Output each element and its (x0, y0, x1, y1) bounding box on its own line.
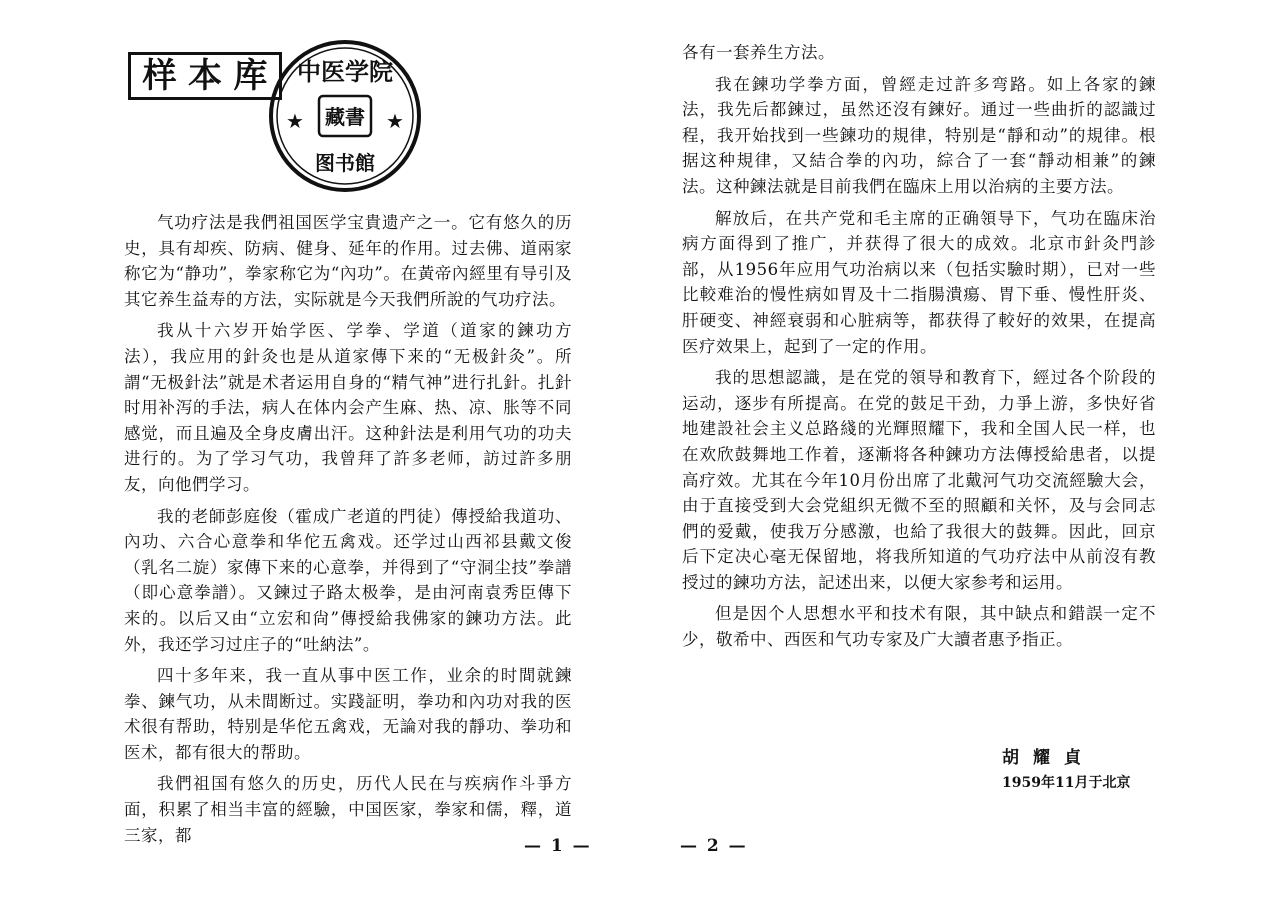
preface-text-left (124, 210, 572, 848)
specimen-stamp-char: 库 (233, 56, 268, 96)
paragraph: 我們祖国有悠久的历史，历代人民在与疾病作斗爭方面，积累了相当丰富的經驗，中国医家，拳家和儒，釋，道三家，都 (124, 774, 572, 845)
specimen-stamp-char: 样 (142, 56, 177, 96)
paragraph: 四十多年来，我一直从事中医工作，业余的时間就鍊拳、鍊气功，从未間断过。实踐証明，拳功和內功对我的医术很有帮助，特别是华佗五禽戏，无論对我的靜功、拳功和医术，都有很大的帮助。 (124, 666, 572, 762)
paragraph: 我从十六岁开始学医、学拳、学道（道家的鍊功方法），我应用的針灸也是从道家傳下来的“无极針灸”。所謂“无极針法”就是术者运用自身的“精气神”进行扎針。扎針时用补泻的手法，病人在体内会产生麻、热、凉、胀等不同感觉，而且遍及全身皮膚出汗。这种針法是利用气功的功夫进行的。为了学习气功，我曾拜了許多老师，訪过許多朋友，向他們学习。 (124, 321, 572, 494)
page-number: — 1 — (524, 836, 592, 856)
star-icon: ★ (286, 109, 304, 133)
specimen-stamp-char: 本 (187, 56, 222, 96)
left-page (0, 0, 640, 910)
paragraph: 气功疗法是我們祖国医学宝貴遗产之一。它有悠久的历史，具有却疾、防病、健身、延年的作用。过去佛、道兩家称它为“静功”，拳家称它为“內功”。在黃帝內經里有导引及其它养生益寿的方法，实际就是今天我們所說的气功疗法。 (124, 213, 572, 309)
specimen-stamp (128, 52, 282, 100)
seal-center-text: 藏書 (325, 105, 365, 129)
star-icon: ★ (386, 109, 404, 133)
paragraph: 我在鍊功学拳方面，曾經走过許多弯路。如上各家的鍊法，我先后都鍊过，虽然还沒有鍊好。通过一些曲折的認識过程，我开始找到一些鍊功的規律，特别是“靜和动”的規律。根据这种規律，又結合拳的內功，綜合了一套“靜动相兼”的鍊法。这种鍊法就是目前我們在臨床上用以治病的主要方法。 (682, 74, 1156, 196)
paragraph: 各有一套养生方法。 (682, 43, 835, 62)
paragraph: 我的老師彭庭俊（霍成广老道的門徒）傳授給我道功、內功、六合心意拳和华佗五禽戏。还学过山西祁县戴文俊（乳名二旋）家傳下来的心意拳，并得到了“守洞尘技”拳譜（即心意拳譜）。又鍊过子路太极拳，是由河南袁秀臣傳下来的。以后又由“立宏和尙”傳授給我佛家的鍊功方法。此外，我还学习过庄子的“吐納法”。 (124, 506, 572, 654)
page-number: — 2 — (680, 836, 748, 856)
paragraph: 解放后，在共产党和毛主席的正确領导下，气功在臨床治病方面得到了推广，并获得了很大的成效。北京市針灸門診部，从1956年应用气功治病以来（包括实驗时期），已对一些比較难治的慢性病如胃及十二指腸潰瘍、胃下垂、慢性肝炎、肝硬变、神經衰弱和心脏病等，都获得了較好的效果，在提高医疗效果上，起到了一定的作用。 (682, 208, 1156, 356)
paragraph: 但是因个人思想水平和技术有限，其中缺点和錯誤一定不少，敬希中、西医和气功专家及广大讀者惠予指正。 (682, 604, 1156, 650)
paragraph: 我的思想認識，是在党的領导和教育下，經过各个阶段的运动，逐步有所提高。在党的鼓足干劲，力爭上游，多快好省地建設社会主义总路綫的光輝照耀下，我和全国人民一样，也在欢欣鼓舞地工作着，逐漸将各种鍊功方法傳授給患者，以提高疗效。尤其在今年10月份出席了北戴河气功交流經驗大会，由于直接受到大会党組织无微不至的照顧和关怀，及与会同志們的爱戴，使我万分感激，也給了我很大的鼓舞。因此，回京后下定决心毫无保留地，将我所知道的气功疗法中从前沒有教授过的鍊功方法，記述出来，以便大家参考和运用。 (682, 368, 1156, 592)
library-seal (265, 36, 425, 196)
seal-bottom-text: 图书館 (315, 151, 375, 175)
author-signature: 胡耀貞 (1002, 748, 1095, 768)
right-page (640, 0, 1287, 910)
signature-date: 1959年11月于北京 (1002, 775, 1131, 791)
preface-text-right (682, 40, 1156, 653)
seal-top-text: 中医学院 (297, 57, 393, 86)
